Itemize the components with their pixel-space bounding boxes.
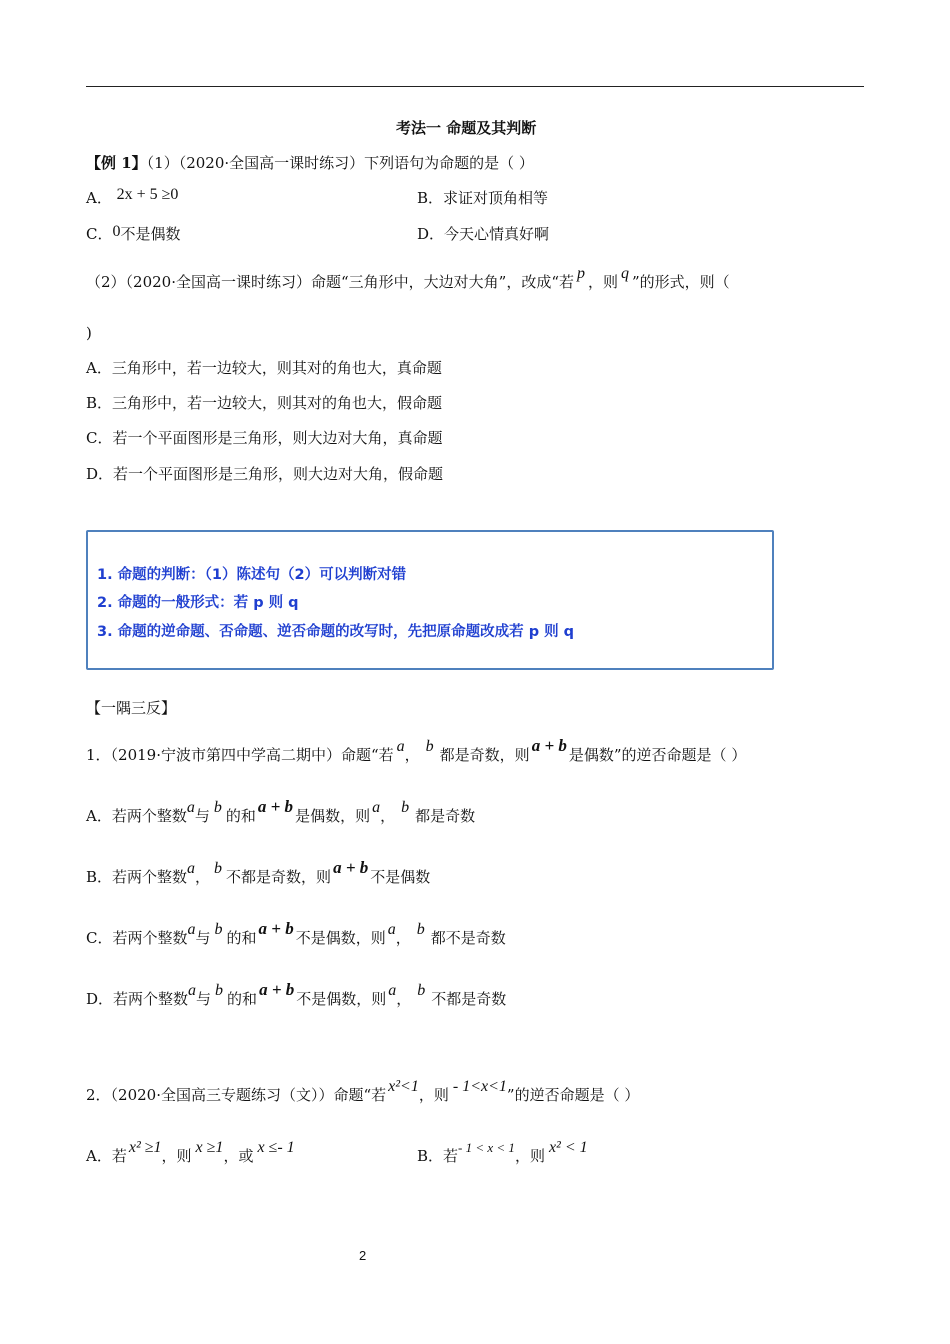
math-expression: x² ≥1 xyxy=(128,1139,162,1156)
example-label: 【例 1】 xyxy=(86,154,147,172)
option-d: D．若两个整数a与 b 的和 a + b 不是偶数，则 a， b 不都是奇数 xyxy=(86,980,507,1008)
option-text: 与 xyxy=(195,929,211,947)
option-text: ，则 xyxy=(161,1147,192,1165)
option-text: B．若两个整数 xyxy=(86,868,188,886)
math-expression: 0 xyxy=(112,223,121,240)
math-b: b xyxy=(417,982,426,999)
stem-text: ，则 xyxy=(418,1086,449,1104)
option-c xyxy=(86,224,181,245)
stem-text: 2．（2020·全国高三专题练习（文））命题“若 xyxy=(86,1086,387,1104)
stem-text: 都是奇数，则 xyxy=(439,746,530,764)
option-text: 的和 xyxy=(225,807,256,825)
math-a-plus-b: a + b xyxy=(258,919,294,938)
math-b: b xyxy=(416,921,425,938)
option-text: 是偶数，则 xyxy=(295,807,371,825)
option-label: A． xyxy=(86,189,112,207)
example1-stem xyxy=(86,153,534,173)
math-a: a xyxy=(187,860,196,877)
tip-item: 2. 命题的一般形式：若 p 则 q xyxy=(97,595,299,611)
option-text: 与 xyxy=(196,990,212,1008)
stem-text: 是偶数”的逆否命题是（ ） xyxy=(568,746,747,764)
option-text: 都不是奇数 xyxy=(430,929,506,947)
math-b: b xyxy=(214,921,223,938)
option-c: C．若一个平面图形是三角形，则大边对大角，真命题 xyxy=(86,429,443,447)
section-title: 考法一 命题及其判断 xyxy=(396,119,537,137)
option-text: ，或 xyxy=(223,1147,254,1165)
example1-part1-stem: （1）（2020·全国高一课时练习）下列语句为命题的是（ ） xyxy=(146,154,534,172)
stem-text: ，则 xyxy=(588,273,619,291)
math-expression: x ≥1 xyxy=(195,1139,224,1156)
option-text: 不是偶数，则 xyxy=(296,990,387,1008)
math-a: a xyxy=(387,921,396,938)
math-a: a xyxy=(187,921,196,938)
stem-text: （2）（2020·全国高一课时练习）命题“三角形中，大边对大角”，改成“若 xyxy=(86,273,574,291)
option-text: ，则 xyxy=(514,1147,545,1165)
option-text: 与 xyxy=(194,807,210,825)
stem-text: ”的形式，则（ xyxy=(632,273,730,291)
question-1: 1．（2019·宁波市第四中学高二期中）命题“若 a， b 都是奇数，则 a + b 是偶数”的逆否命题是（ ） xyxy=(86,736,747,764)
practice-header: 【一隅三反】 xyxy=(86,699,177,717)
option-text: 不是偶数 xyxy=(120,225,181,243)
math-b: b xyxy=(214,860,223,877)
math-expression: - 1 < x < 1 xyxy=(458,1140,515,1155)
option-text: 不都是奇数 xyxy=(431,990,507,1008)
option-a xyxy=(86,188,178,209)
math-a: a xyxy=(186,799,195,816)
math-b: b xyxy=(215,982,224,999)
math-a-plus-b: a + b xyxy=(531,736,567,755)
math-a: a xyxy=(188,982,197,999)
option-text: C．若两个整数 xyxy=(86,929,188,947)
option-b: B．求证对顶角相等 xyxy=(417,189,549,207)
math-b: b xyxy=(401,799,410,816)
option-text: D．若两个整数 xyxy=(86,990,189,1008)
math-a-plus-b: a + b xyxy=(259,980,295,999)
page-number: 2 xyxy=(359,1248,367,1263)
math-conclusion: - 1<x<1 xyxy=(452,1078,507,1095)
tip-item: 1. 命题的判断：（1）陈述句（2）可以判断对错 xyxy=(97,567,407,583)
question-2 xyxy=(86,1078,640,1106)
option-text: 不是偶数，则 xyxy=(295,929,386,947)
math-a: a xyxy=(396,738,405,755)
option-label: C． xyxy=(86,225,113,243)
option-c: C．若两个整数a与 b 的和 a + b 不是偶数，则 a， b 都不是奇数 xyxy=(86,919,506,947)
option-text: 的和 xyxy=(226,929,257,947)
math-expression: 2x + 5 ≥0 xyxy=(116,186,179,203)
stem-text: 1．（2019·宁波市第四中学高二期中）命题“若 xyxy=(86,746,394,764)
option-text: A．若两个整数 xyxy=(86,807,187,825)
option-text: 的和 xyxy=(227,990,258,1008)
tip-item: 3. 命题的逆命题、否命题、逆否命题的改写时，先把原命题改成若 p 则 q xyxy=(97,624,575,640)
math-b: b xyxy=(213,799,222,816)
math-condition: x²<1 xyxy=(388,1078,419,1095)
math-a: a xyxy=(388,982,397,999)
stem-text: ”的逆否命题是（ ） xyxy=(506,1086,640,1104)
option-a: A．三角形中，若一边较大，则其对的角也大，真命题 xyxy=(86,359,442,377)
option-b xyxy=(417,1139,588,1167)
option-text: 不是偶数 xyxy=(370,868,431,886)
header-rule xyxy=(86,86,864,87)
math-p: p xyxy=(577,265,585,282)
math-a-plus-b: a + b xyxy=(333,858,369,877)
example1-part2-stem xyxy=(86,265,730,293)
option-a: A．若两个整数a与 b 的和 a + b 是偶数，则 a， b 都是奇数 xyxy=(86,797,476,825)
option-text: 都是奇数 xyxy=(415,807,476,825)
stem-close-paren: ) xyxy=(86,324,92,342)
option-d: D．今天心情真好啊 xyxy=(417,225,550,243)
math-expression: x² < 1 xyxy=(548,1139,588,1156)
math-a-plus-b: a + b xyxy=(257,797,294,816)
option-b: B．三角形中，若一边较大，则其对的角也大，假命题 xyxy=(86,394,443,412)
option-text: B．若 xyxy=(417,1147,459,1165)
math-q: q xyxy=(621,265,630,282)
option-text: 不都是奇数，则 xyxy=(226,868,332,886)
option-b: B．若两个整数a， b 不都是奇数，则 a + b 不是偶数 xyxy=(86,858,431,886)
option-d: D．若一个平面图形是三角形，则大边对大角，假命题 xyxy=(86,465,444,483)
math-a: a xyxy=(372,799,381,816)
option-a xyxy=(86,1139,295,1167)
option-text: A．若 xyxy=(86,1147,127,1165)
math-b: b xyxy=(425,738,434,755)
math-expression: x ≤- 1 xyxy=(257,1139,295,1156)
